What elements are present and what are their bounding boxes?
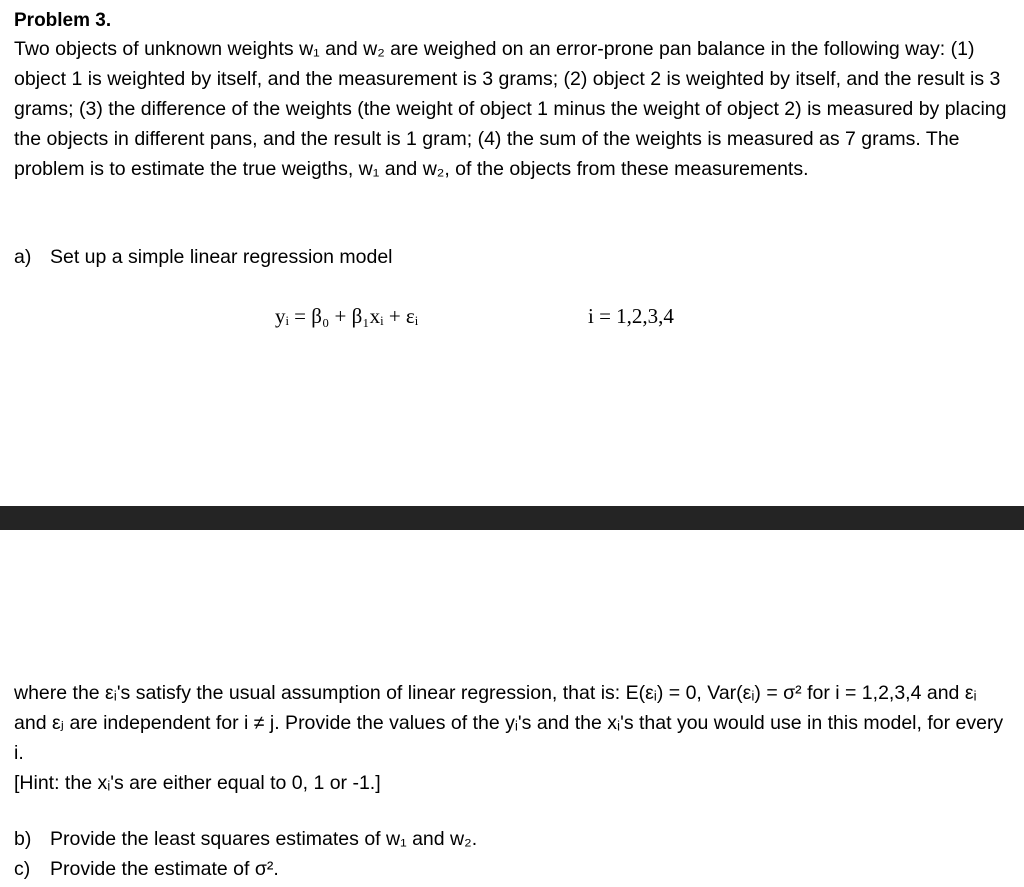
problem-title: Problem 3.	[14, 10, 112, 31]
part-a-label: a)	[14, 246, 32, 268]
part-a-text: Set up a simple linear regression model	[50, 246, 393, 268]
assumptions-text	[14, 678, 1014, 798]
part-b-label: b)	[14, 828, 32, 850]
part-b-text: Provide the least squares estimates of w₁ and w₂.	[50, 828, 478, 850]
index-range: i = 1,2,3,4	[588, 304, 674, 328]
part-c-label: c)	[14, 858, 31, 880]
part-b	[14, 824, 477, 854]
redaction-bar	[0, 506, 1024, 530]
assumptions-body: where the εᵢ's satisfy the usual assumption of linear regression, that is: E(εᵢ) = 0, Var(εᵢ) = σ² for i = 1,2,3,4 and εᵢ and εⱼ are independent for i ≠ j. Provide the values of the yᵢ's and the xᵢ's that you would use in this model, for every i.	[14, 682, 1004, 764]
part-c-text: Provide the estimate of σ².	[50, 858, 279, 880]
hint-text: [Hint: the xᵢ's are either equal to 0, 1 or -1.]	[14, 772, 381, 794]
part-a	[14, 242, 393, 272]
problem-intro: Two objects of unknown weights w₁ and w₂ are weighed on an error-prone pan balance in the following way: (1) object 1 is weighted by itself, and the measurement is 3 grams; (2) object 2 is weighted by itself, and the result is 3 grams; (3) the difference of the weights (the weight of object 1 minus the weight of object 2) is measured by placing the objects in different pans, and the result is 1 gram; (4) the sum of the weights is measured as 7 grams. The problem is to estimate the true weigths, w₁ and w₂, of the objects from these measurements.	[14, 38, 1007, 180]
regression-equation: yᵢ = β₀ + β₁xᵢ + εᵢ	[275, 304, 419, 328]
part-c	[14, 854, 279, 884]
